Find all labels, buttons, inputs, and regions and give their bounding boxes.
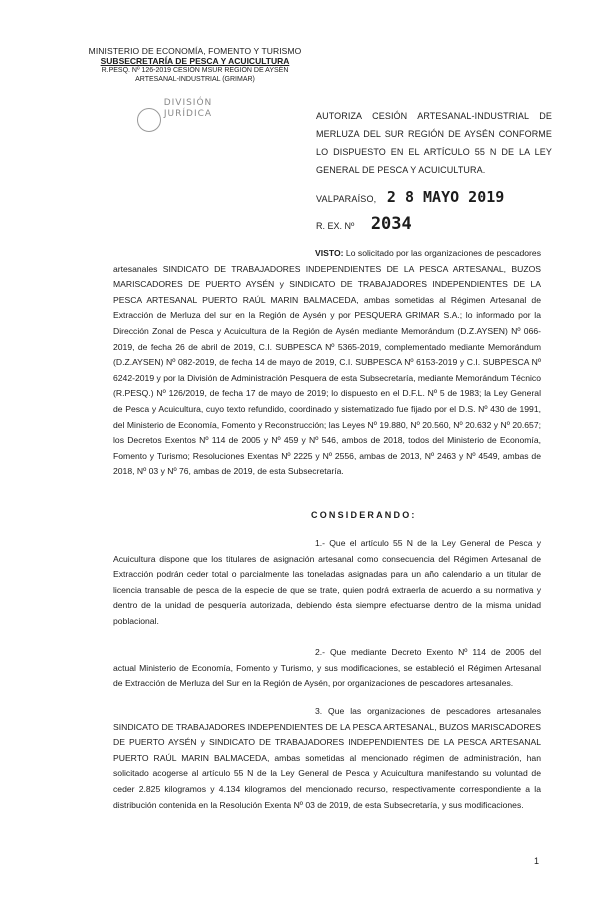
division-stamp — [153, 98, 223, 138]
resolution-number-line — [316, 214, 556, 234]
considerando-item-3 — [113, 704, 541, 813]
resolution-summary: AUTORIZA CESIÓN ARTESANAL-INDUSTRIAL DE MERLUZA DEL SUR REGIÓN DE AYSÉN CONFORME LO DISPUESTO EN EL ARTÍCULO 55 N DE LA LEY GENERAL DE PESCA Y ACUICULTURA. — [316, 111, 552, 175]
rex-number: 2034 — [370, 214, 412, 234]
considerando-text-1: 1.- Que el artículo 55 N de la Ley General de Pesca y Acuicultura dispone que los titulares de asignación artesanal como consecuencia del Régimen Artesanal de Extracción podrán ceder total o parcialmente las toneladas asignadas para un año calendario a un titular de licencia transable de pesca de la especie de que se trate, quien podrá extraerla de acuerdo a su normativa y dentro de la unidad de pesquería autorizada, debiendo ésta siempre efectuarse dentro de la misma unidad poblacional. — [113, 538, 541, 626]
date-line — [316, 188, 556, 206]
date-stamp: 2 8 MAYO 2019 — [386, 188, 505, 206]
visto-lead: VISTO: — [315, 248, 344, 258]
considerando-item-2 — [113, 645, 541, 692]
page-number: 1 — [534, 856, 540, 866]
reference-line-2: ARTESANAL-INDUSTRIAL (GRIMAR) — [135, 76, 255, 83]
visto-text: Lo solicitado por las organizaciones de pescadores artesanales SINDICATO DE TRABAJADORES INDEPENDIENTES DE LA PESCA ARTESANAL, BUZOS MARISCADORES DE PUERTO AYSÉN y SINDICATO DE TRABAJADORES INDEPENDIENTES DE LA PESCA ARTESANAL PUERTO RAÚL MARIN BALMACEDA, ambas sometidas al Régimen Artesanal de Extracción de Merluza del sur en la Región de Aysén y por PESQUERA GRIMAR S.A.; lo informado por la Dirección Zonal de Pesca y Acuicultura de la Región de Aysén mediante Memorándum (D.Z.AYSEN) Nº 066-2019, de fecha 26 de abril de 2019, C.I. SUBPESCA Nº 5365-2019, complementado mediante Memorándum (D.Z.AYSEN) Nº 082-2019, de fecha 14 de mayo de 2019, C.I. SUBPESCA Nº 6153-2019 y C.I. SUBPESCA Nº 6242-2019 y por la División de Administración Pesquera de esta Subsecretaría, mediante Memorándum Técnico (R.PESQ.) Nº 126/2019, de fecha 17 de mayo de 2019; lo dispuesto en el D.F.L. Nº 5 de 1983; la Ley General de Pesca y Acuicultura, cuyo texto refundido, coordinado y sistematizado fue fijado por el D.S. Nº 430 de 1991, del Ministerio de Economía, Fomento y Reconstrucción; las Leyes Nº 19.880, Nº 20.560, Nº 20.632 y Nº 20.657; los Decretos Exentos Nº 114 de 2005 y Nº 459 y Nº 546, ambos de 2018, todos del Ministerio de Economía, Fomento y Turismo; Resoluciones Exentas Nº 2225 y Nº 2556, ambas de 2013, Nº 2463 y Nº 4549, ambas de 2018, Nº 03 y Nº 76, ambas de 2019, de esta Subsecretaría. — [113, 248, 541, 477]
visto-paragraph — [113, 246, 541, 480]
stamp-line-1: DIVISIÓN — [163, 98, 213, 108]
ministry-name: MINISTERIO DE ECONOMÍA, FOMENTO Y TURISMO — [88, 46, 302, 56]
letterhead — [80, 46, 310, 84]
considerando-text-3: 3. Que las organizaciones de pescadores artesanales SINDICATO DE TRABAJADORES INDEPENDIENTES DE LA PESCA ARTESANAL, BUZOS MARISCADORES DE PUERTO AYSÉN y SINDICATO DE TRABAJADORES INDEPENDIENTES DE LA PESCA ARTESANAL PUERTO RAÚL MARIN BALMACEDA, ambas sometidas al mencionado régimen de administración, han solicitado acogerse al artículo 55 N de la Ley General de Pesca y Acuicultura manifestando su voluntad de ceder 2.825 kilogramos y 4.134 kilogramos del mencionado recurso, respectivamente correspondiente a la distribución contenida en la Resolución Exenta Nº 03 de 2019, de esta Subsecretaría, y sus modificaciones. — [113, 706, 541, 810]
considerando-item-1 — [113, 536, 541, 630]
reference-line-1: R.PESQ. Nº 126-2019 CESIÓN MSUR REGIÓN DE AYSÉN — [101, 67, 289, 74]
stamp-seal-icon — [137, 108, 161, 132]
rex-label: R. EX. Nº — [316, 221, 355, 231]
subsecretaria-name: SUBSECRETARÍA DE PESCA Y ACUICULTURA — [100, 56, 290, 66]
considerando-text-2: 2.- Que mediante Decreto Exento Nº 114 de 2005 del actual Ministerio de Economía, Fomento y Turismo, y sus modificaciones, se estableció el Régimen Artesanal de Extracción de Merluza del Sur en la Región de Aysén, por organizaciones de pescadores artesanales. — [113, 647, 541, 689]
considerando-heading: CONSIDERANDO: — [311, 510, 417, 520]
place-label: VALPARAÍSO, — [316, 194, 377, 204]
stamp-line-2: JURÍDICA — [163, 109, 213, 119]
